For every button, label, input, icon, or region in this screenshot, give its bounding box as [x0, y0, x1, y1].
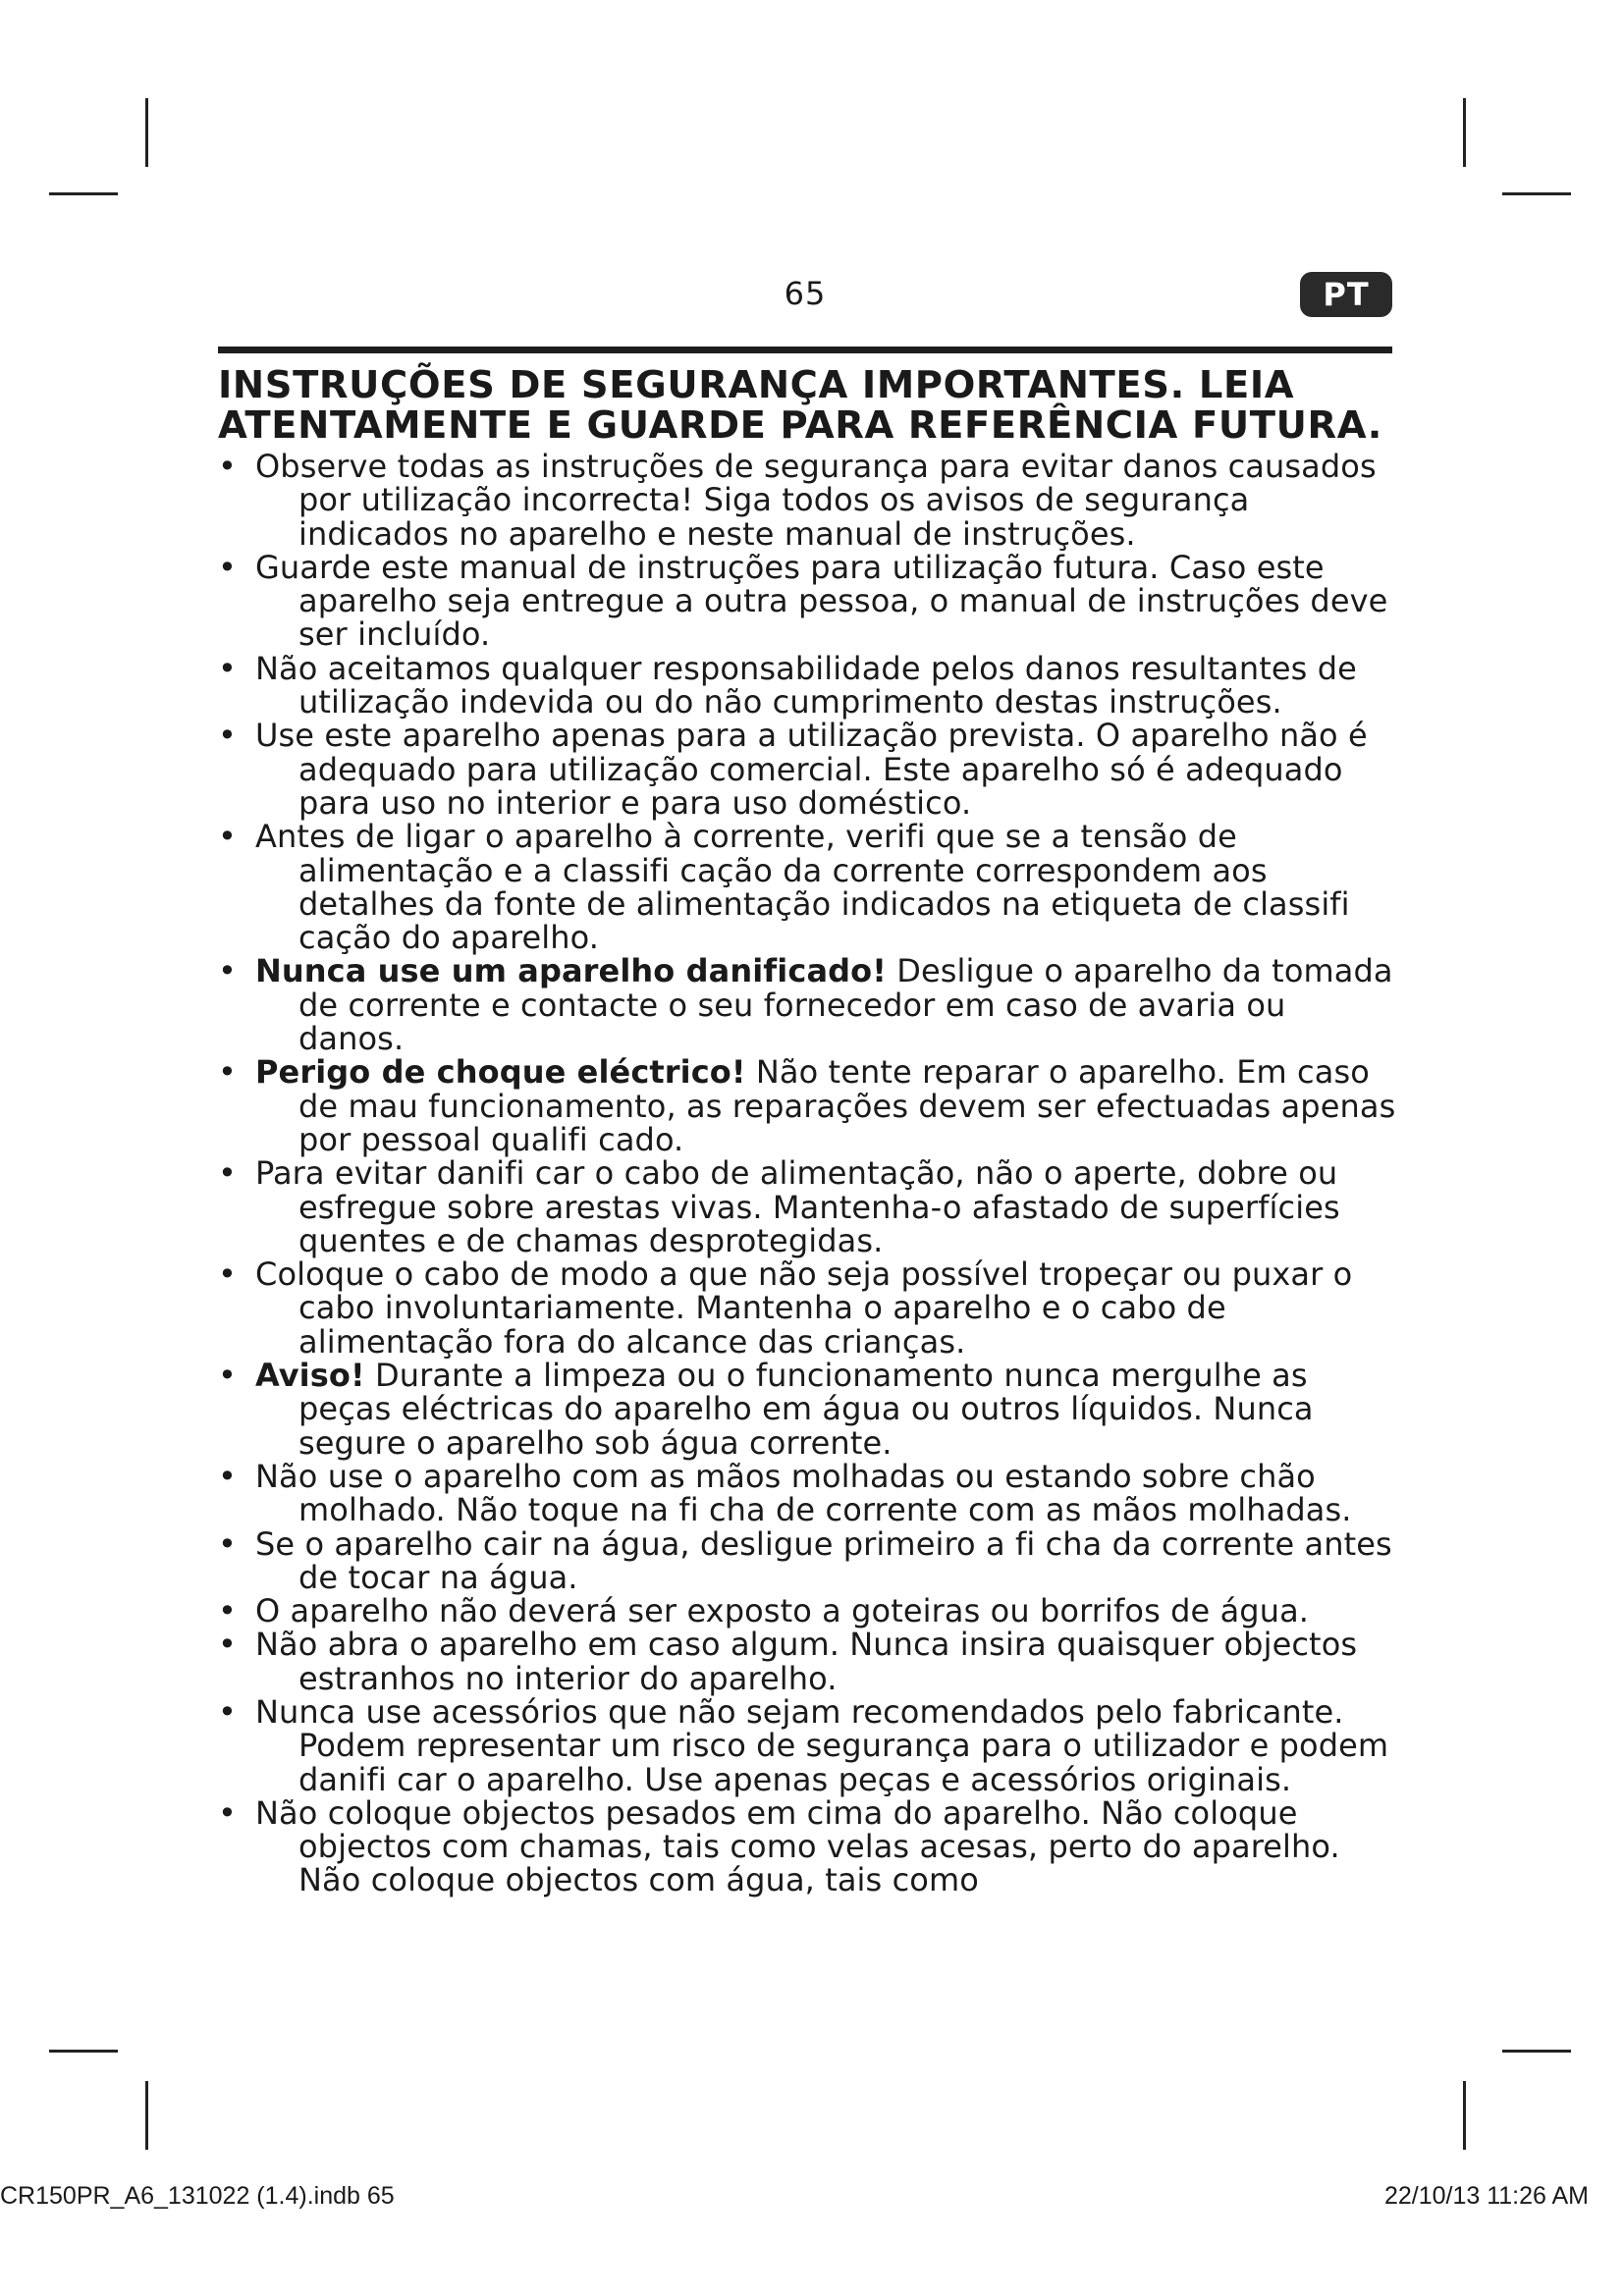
list-item-text: Coloque o cabo de modo a que não seja possível tropeçar ou puxar o cabo involuntariamente. Mantenha o aparelho e o cabo de alimentação fora do alcance das crianças. — [255, 1255, 1353, 1361]
list-item — [218, 1359, 1396, 1460]
list-item — [218, 1594, 1396, 1628]
list-item — [218, 649, 1396, 721]
list-item — [218, 1257, 1396, 1359]
list-item — [218, 952, 1396, 1058]
list-item-emphasis: Aviso! — [255, 1357, 365, 1395]
list-item-text: Não abra o aparelho em caso algum. Nunca insira quaisquer objectos estranhos no interior do aparelho. — [255, 1626, 1358, 1697]
crop-mark-top-left-vertical — [145, 98, 148, 167]
list-item-text: Observe todas as instruções de segurança para evitar danos causados por utilização incorrecta! Siga todos os avisos de segurança indicados no aparelho e neste manual de instruções. — [255, 448, 1377, 553]
list-item — [218, 1628, 1396, 1695]
list-item — [218, 1524, 1396, 1596]
list-item — [218, 1055, 1396, 1156]
list-item-emphasis: Nunca use um aparelho danificado! — [255, 952, 887, 990]
list-item — [218, 818, 1396, 957]
list-item-text: Nunca use acessórios que não sejam recomendados pelo fabricante. Podem representar um risco de segurança para o utilizador e podem danifi car o aparelho. Use apenas peças e acessórios originais. — [255, 1692, 1389, 1798]
crop-mark-bottom-left-vertical — [145, 2081, 148, 2150]
list-item-text: Não tente reparar o aparelho. Em caso de mau funcionamento, as reparações devem ser efectuadas apenas por pessoal qualifi cado. — [298, 1053, 1396, 1158]
list-item-text: Desligue o aparelho da tomada de corrente e contacte o seu fornecedor em caso de avaria ou danos. — [298, 952, 1393, 1058]
list-item-text: O aparelho não deverá ser exposto a goteiras ou borrifos de água. — [255, 1592, 1310, 1630]
list-item-text: Não use o aparelho com as mãos molhadas ou estando sobre chão molhado. Não toque na fi cha de corrente com as mãos molhadas. — [255, 1457, 1352, 1529]
list-item-text: Guarde este manual de instruções para utilização futura. Caso este aparelho seja entregue a outra pessoa, o manual de instruções deve ser incluído. — [255, 548, 1388, 654]
list-item-text: Não coloque objectos pesados em cima do aparelho. Não coloque objectos com chamas, tais como velas acesas, perto do aparelho. Não coloque objectos com água, tais como — [255, 1793, 1340, 1899]
crop-mark-top-right-horizontal — [1502, 192, 1571, 195]
list-item-emphasis: Perigo de choque eléctrico! — [255, 1053, 746, 1092]
crop-mark-bottom-right-horizontal — [1502, 2050, 1571, 2053]
crop-mark-top-right-vertical — [1463, 98, 1466, 167]
list-item-text: Use este aparelho apenas para a utilização prevista. O aparelho não é adequado para utilização comercial. Este aparelho só é adequado para uso no interior e para uso doméstico. — [255, 717, 1368, 822]
crop-mark-bottom-right-vertical — [1463, 2081, 1466, 2150]
list-item — [218, 1457, 1396, 1529]
main-content — [218, 365, 1396, 1897]
list-item-text: Para evitar danifi car o cabo de alimentação, não o aperte, dobre ou esfregue sobre arestas vivas. Mantenha-o afastado de superfícies quentes e de chamas desprotegidas. — [255, 1154, 1340, 1259]
list-item — [218, 548, 1396, 654]
list-item-text: Antes de ligar o aparelho à corrente, verifi que se a tensão de alimentação e a classifi cação da corrente correspondem aos detalhes da fonte de alimentação indicados na etiqueta de classifi cação do aparelho. — [255, 818, 1350, 957]
list-item — [218, 1156, 1396, 1257]
header-rule — [218, 347, 1392, 353]
list-item-text: Não aceitamos qualquer responsabilidade pelos danos resultantes de utilização indevida ou do não cumprimento destas instruções. — [255, 649, 1357, 721]
footer-file-info: CR150PR_A6_131022 (1.4).indb 65 — [0, 2182, 395, 2210]
footer-date-time: 22/10/13 11:26 AM — [1383, 2182, 1589, 2210]
list-item — [218, 1692, 1396, 1798]
list-item-text: Durante a limpeza ou o funcionamento nunca mergulhe as peças eléctricas do aparelho em água ou outros líquidos. Nunca segure o aparelho sob água corrente. — [298, 1357, 1314, 1462]
list-item — [218, 719, 1396, 820]
list-item — [218, 1793, 1396, 1899]
crop-mark-bottom-left-horizontal — [49, 2050, 118, 2053]
page-number: 65 — [784, 275, 827, 312]
list-item — [218, 450, 1396, 551]
language-badge: PT — [1300, 272, 1392, 317]
safety-instructions-list — [218, 450, 1396, 1897]
list-item-text: Se o aparelho cair na água, desligue primeiro a fi cha da corrente antes de tocar na água. — [255, 1524, 1392, 1596]
section-heading: INSTRUÇÕES DE SEGURANÇA IMPORTANTES. LEIA ATENTAMENTE E GUARDE PARA REFERÊNCIA FUTURA. — [218, 363, 1383, 448]
crop-mark-top-left-horizontal — [49, 192, 118, 195]
